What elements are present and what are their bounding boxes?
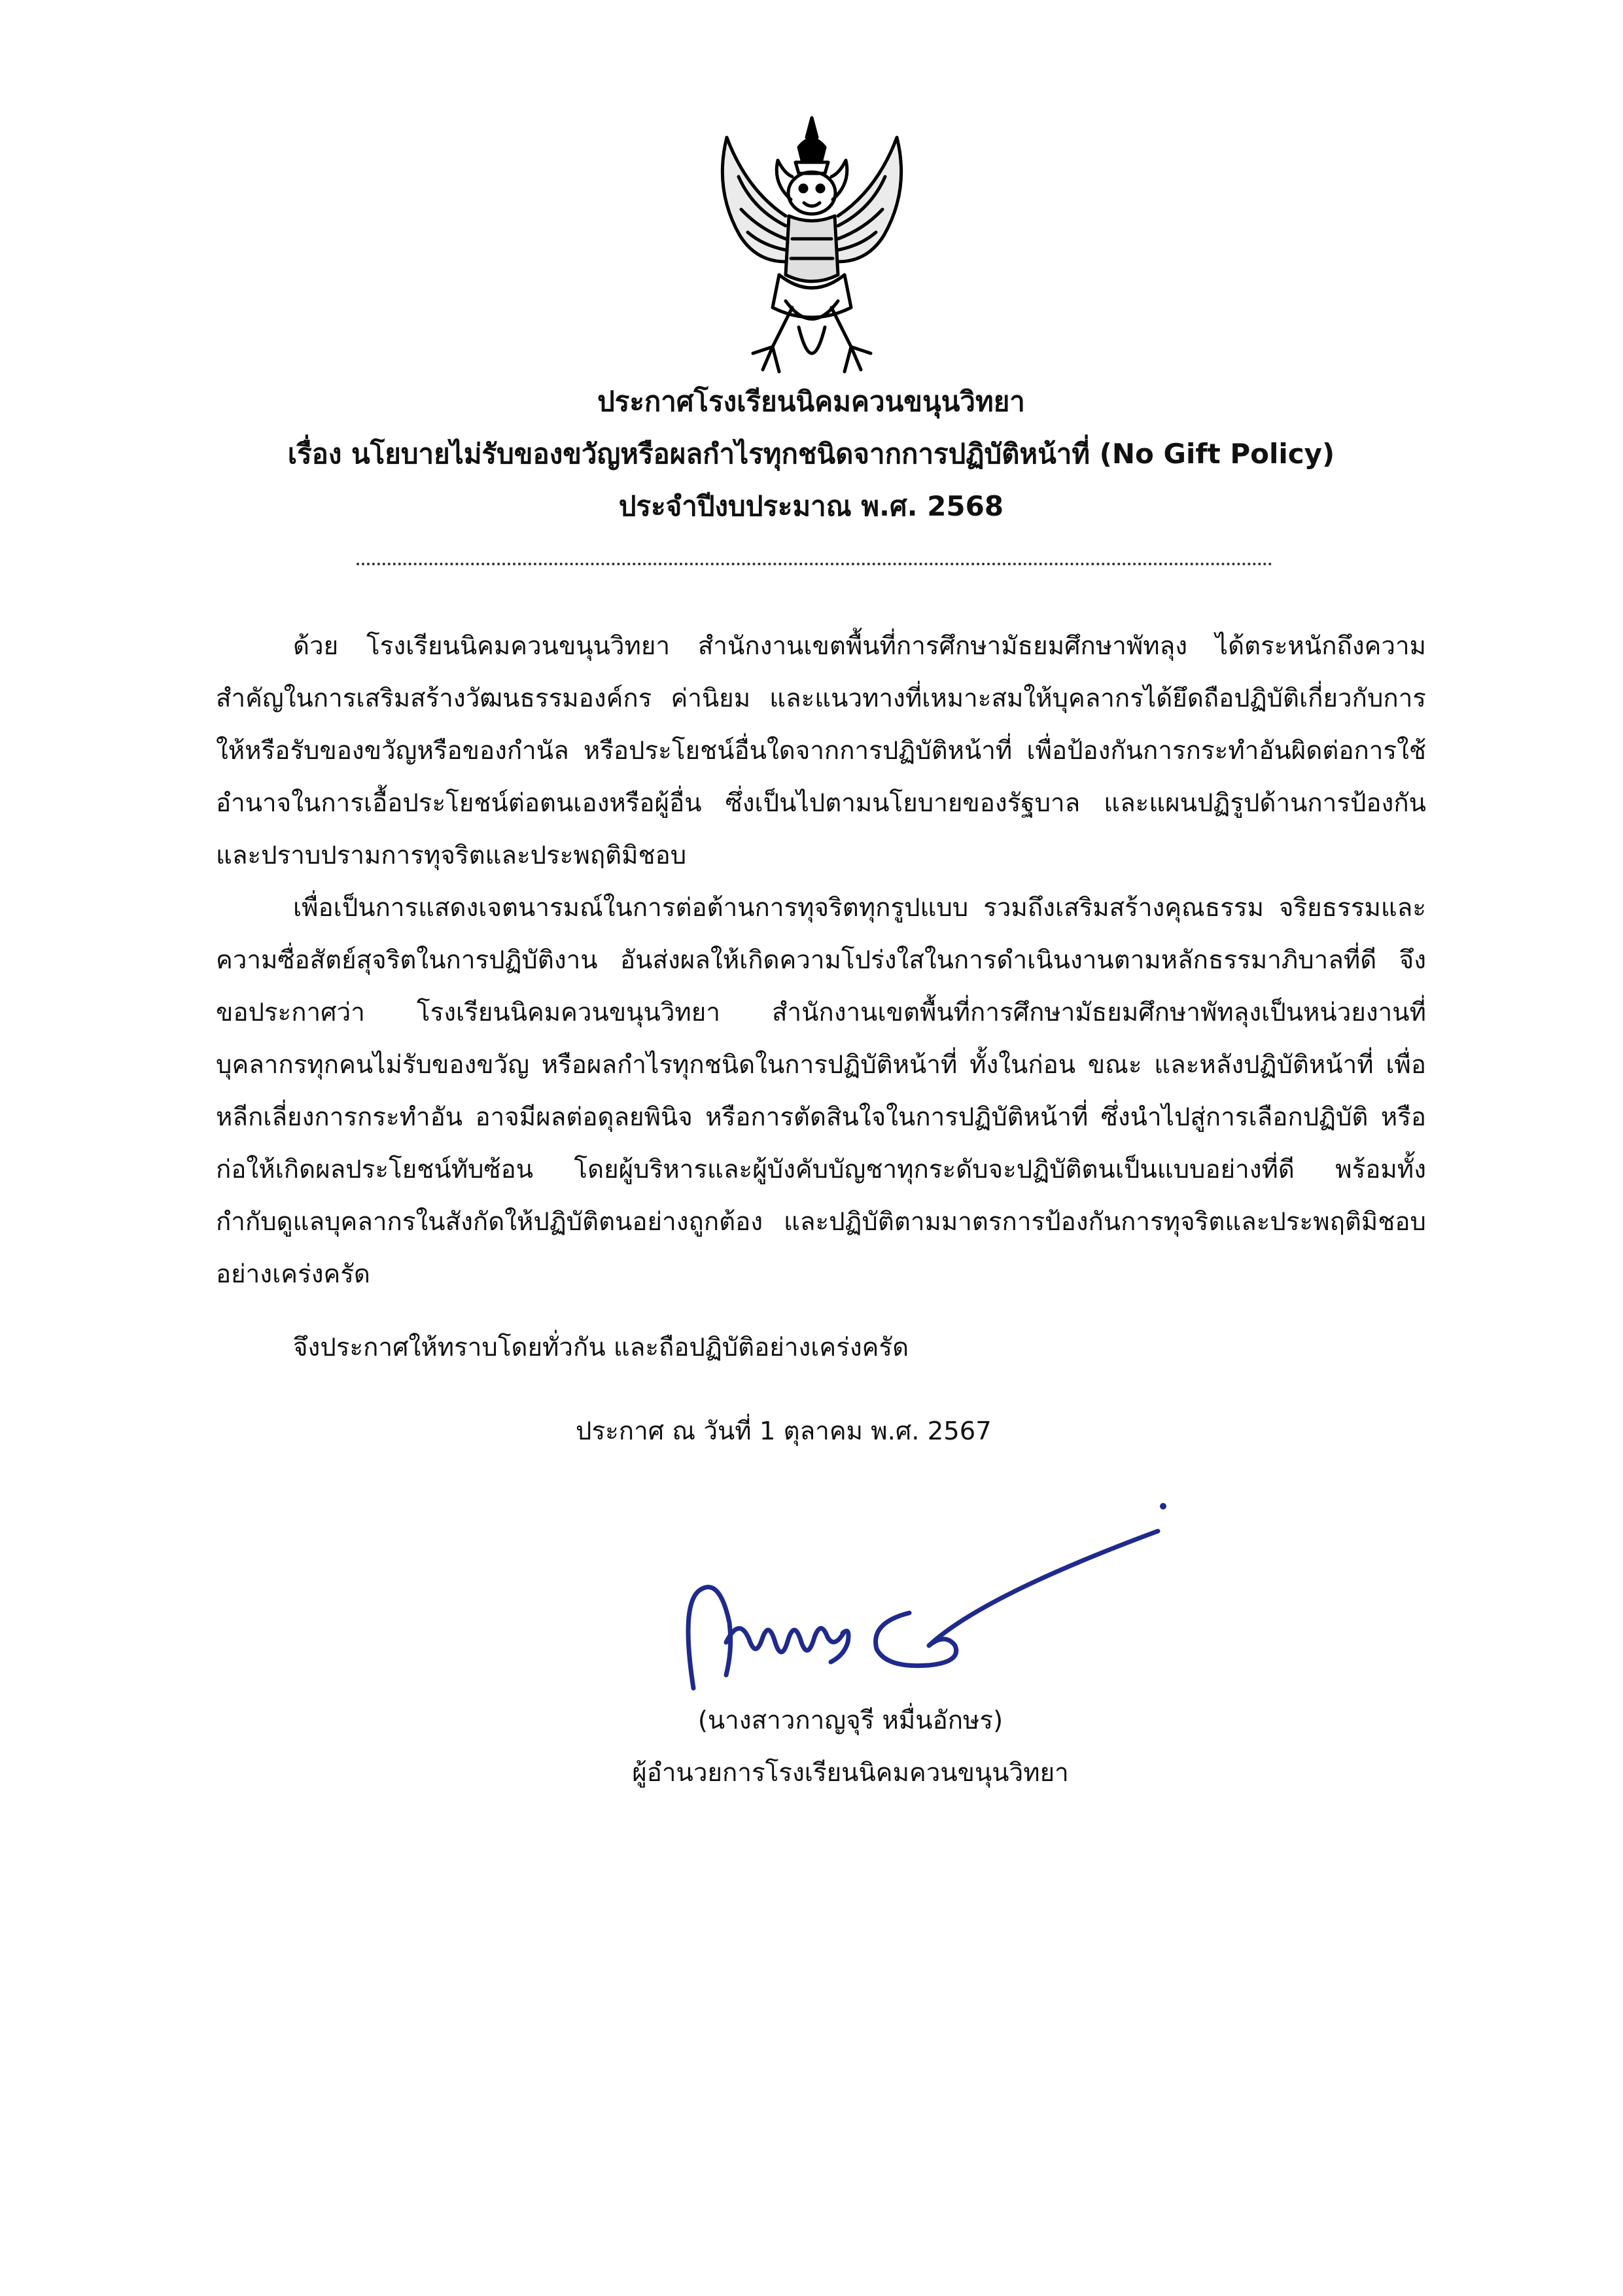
fiscal-year-line: ประจำปีงบประมาณ พ.ศ. 2568 [618, 490, 1004, 522]
announcement-subject: เรื่อง นโยบายไม่รับของขวัญหรือผลกำไรทุกชนิดจากการปฏิบัติหน้าที่ (No Gift Policy) [287, 438, 1335, 470]
signer-position: ผู้อำนวยการโรงเรียนนิคมควนขนุนวิทยา [632, 1758, 1069, 1788]
announcement-date: ประกาศ ณ วันที่ 1 ตุลาคม พ.ศ. 2567 [576, 1417, 992, 1446]
handwritten-signature [654, 1492, 1191, 1708]
closing-statement: จึงประกาศให้ทราบโดยทั่วกัน และถือปฏิบัติอย่างเคร่งครัด [293, 1333, 909, 1362]
body-paragraph-2: เพื่อเป็นการแสดงเจตนารมณ์ในการต่อต้านการทุจริตทุกรูปแบบ รวมถึงเสริมสร้างคุณธรรม จริยธรรมและความซื่อสัตย์สุจริตในการปฏิบัติงาน อันส่งผลให้เกิดความโปร่งใสในการดำเนินงานตามหลักธรรมาภิบาลที่ดี จึงขอประกาศว่า โรงเรียนนิคมควนขนุนวิทยา สำนักงานเขตพื้นที่การศึกษามัธยมศึกษาพัทลุงเป็นหน่วยงานที่บุคลากรทุกคนไม่รับของขวัญ หรือผลกำไรทุกชนิดในการปฏิบัติหน้าที่ ทั้งในก่อน ขณะ และหลังปฏิบัติหน้าที่ เพื่อหลีกเลี่ยงการกระทำอัน อาจมีผลต่อดุลยพินิจ หรือการตัดสินใจในการปฏิบัติหน้าที่ ซึ่งนำไปสู่การเลือกปฏิบัติ หรือก่อให้เกิดผลประโยชน์ทับซ้อน โดยผู้บริหารและผู้บังคับบัญชาทุกระดับจะปฏิบัติตนเป็นแบบอย่างที่ดี พร้อมทั้ง กำกับดูแลบุคลากรในสังกัดให้ปฏิบัติตนอย่างถูกต้อง และปฏิบัติตามมาตรการป้องกันการทุจริตและประพฤติมิชอบอย่างเคร่งครัด [216, 893, 1426, 1289]
signer-name: (นางสาวกาญจุรี หมื่นอักษร) [697, 1706, 1003, 1735]
announcement-body [216, 620, 1426, 1301]
body-paragraph-1: ด้วย โรงเรียนนิคมควนขนุนวิทยา สำนักงานเขตพื้นที่การศึกษามัธยมศึกษาพัทลุง ได้ตระหนักถึงความสำคัญในการเสริมสร้างวัฒนธรรมองค์กร ค่านิยม และแนวทางที่เหมาะสมให้บุคลากรได้ยึดถือปฏิบัติเกี่ยวกับการให้หรือรับของขวัญหรือของกำนัล หรือประโยชน์อื่นใดจากการปฏิบัติหน้าที่ เพื่อป้องกันการกระทำอันผิดต่อการใช้อำนาจในการเอื้อประโยชน์ต่อตนเองหรือผู้อื่น ซึ่งเป็นไปตามนโยบายของรัฐบาล และแผนปฏิรูปด้านการป้องกัน และปราบปรามการทุจริตและประพฤติมิชอบ [216, 631, 1426, 870]
garuda-emblem-icon [701, 111, 923, 386]
announcement-title: ประกาศโรงเรียนนิคมควนขนุนวิทยา [597, 385, 1025, 417]
dotted-divider [357, 563, 1272, 565]
